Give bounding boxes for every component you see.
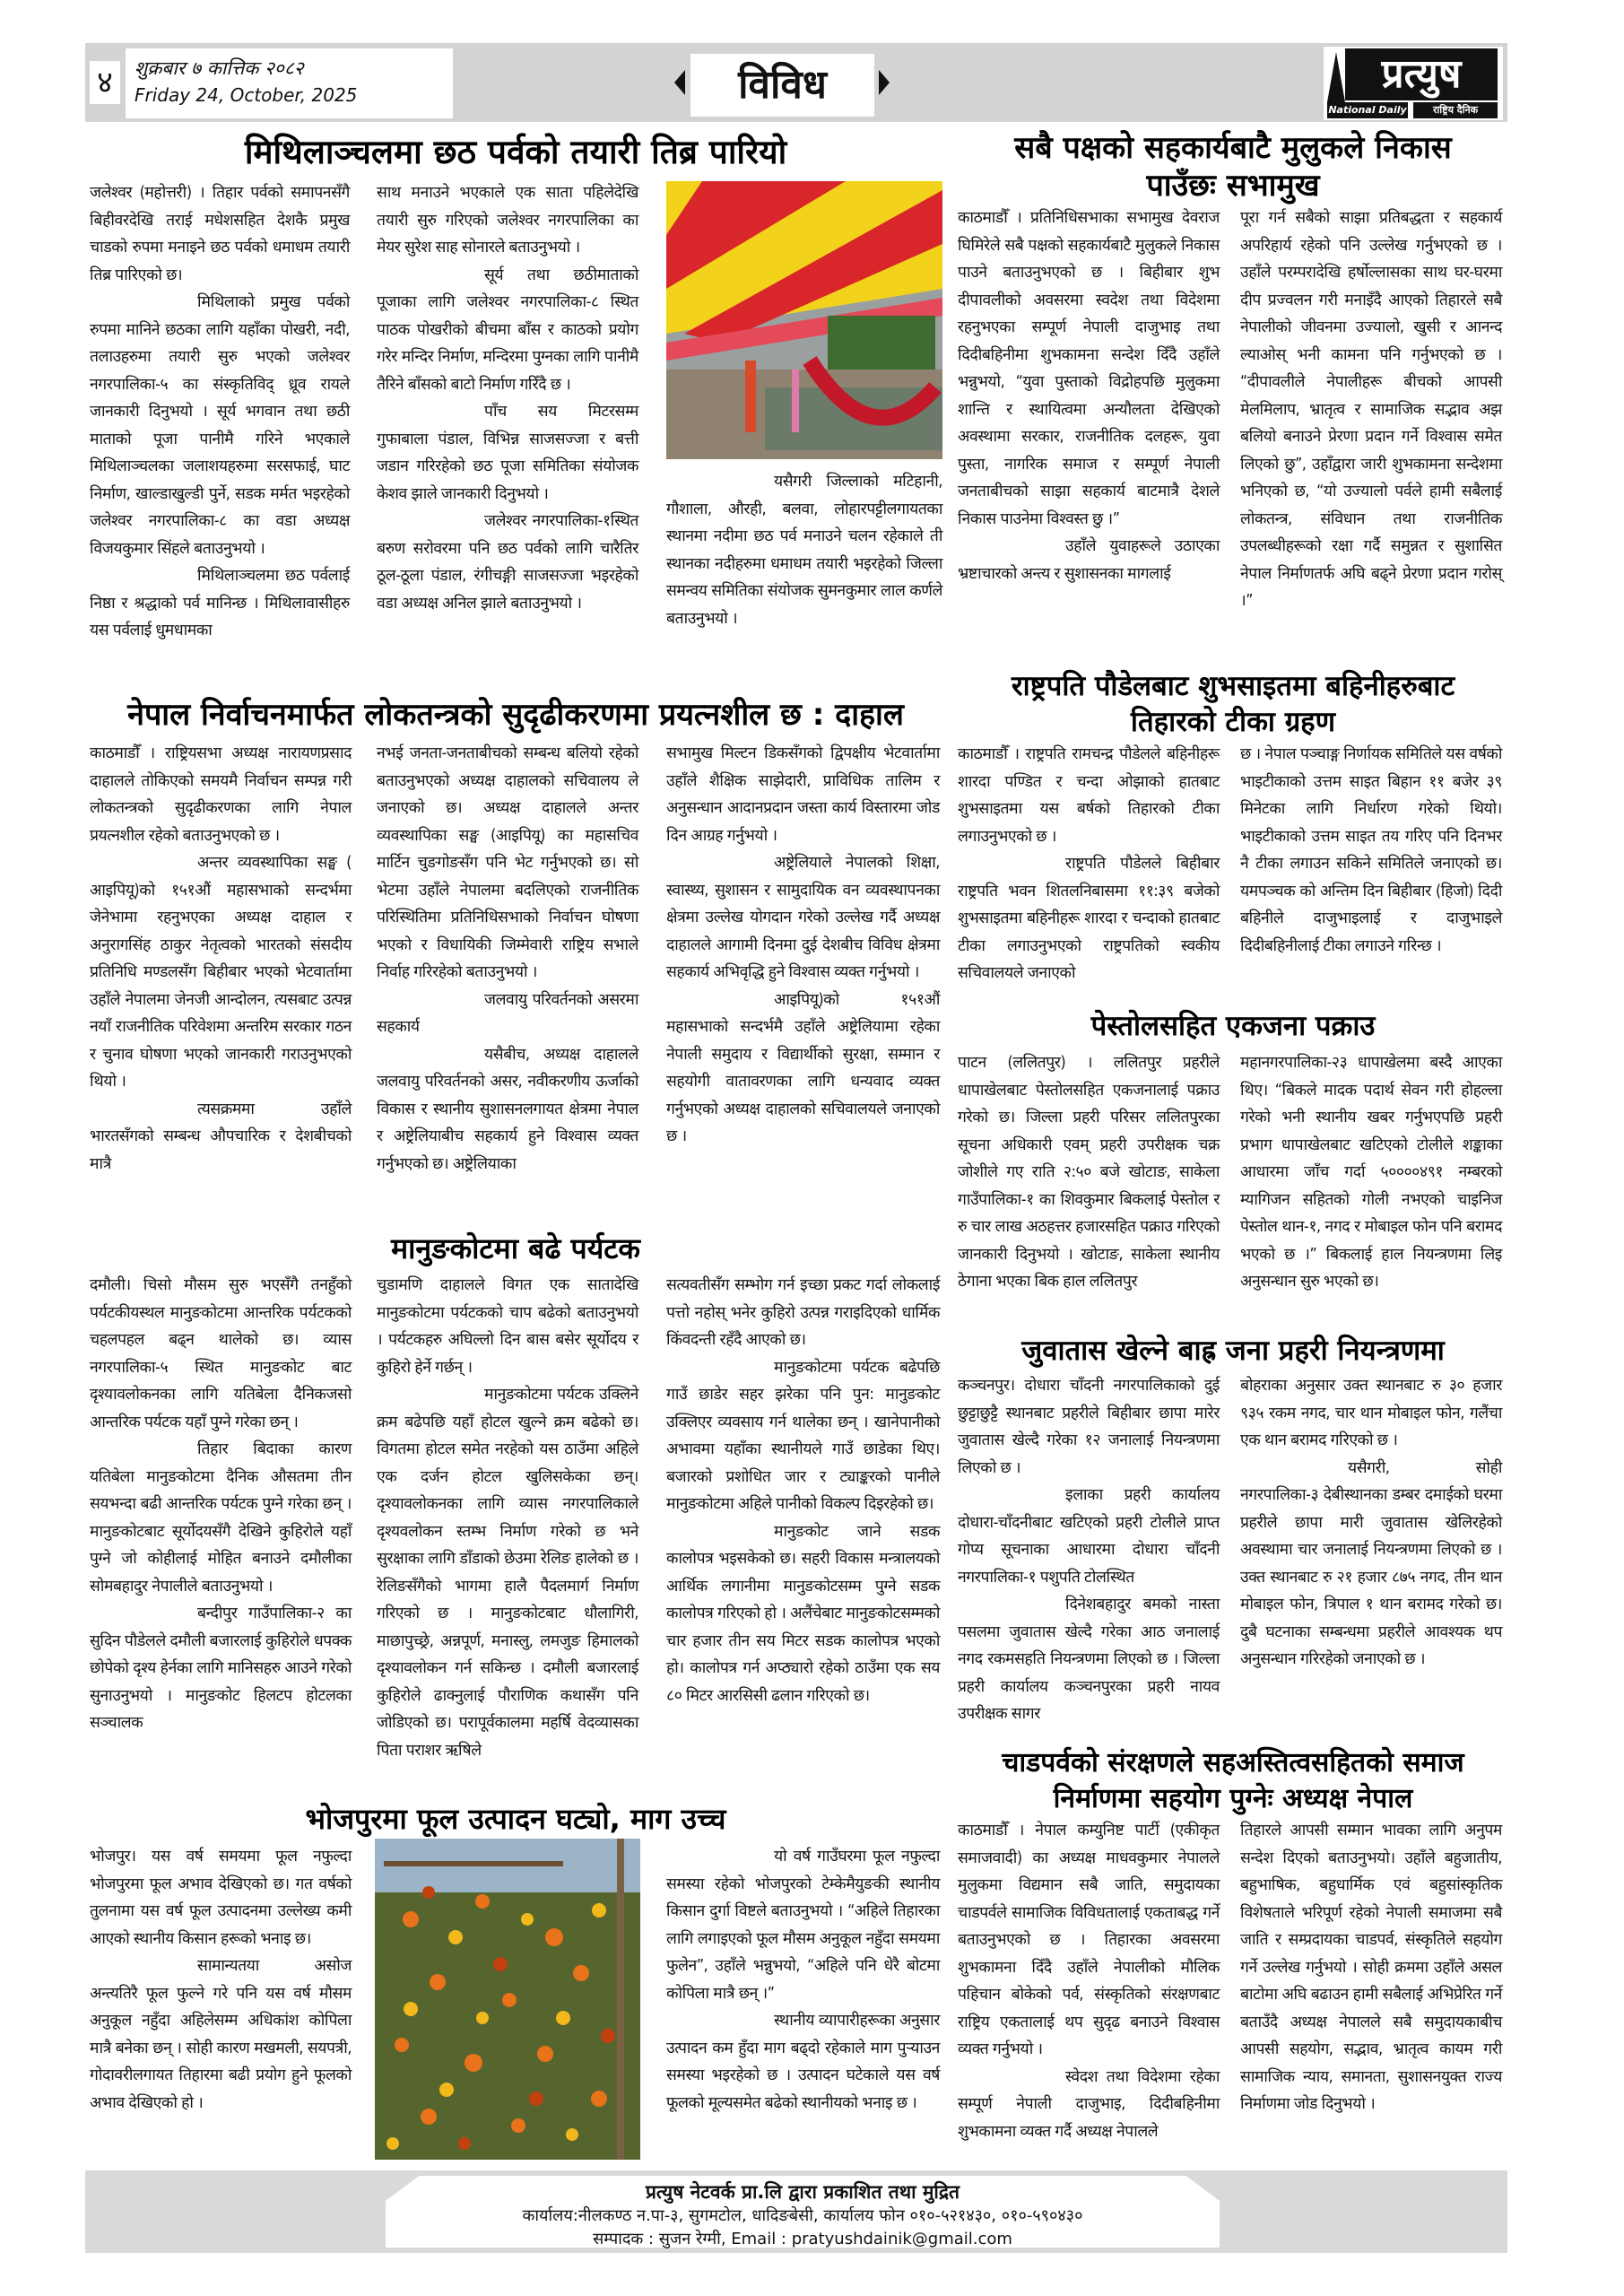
paragraph: सभामुख मिल्टन डिकसँगको द्विपक्षीय भेटवार्तामा उहाँले शैक्षिक साझेदारी, प्राविधिक तालिम र अनुसन्धान आदानप्रदान जस्ता कार्य विस्तारमा जोड दिन आग्रह गर्नुभयो । xyxy=(666,744,940,845)
date-english: Friday 24, October, 2025 xyxy=(135,84,358,106)
article-pistol-col1 xyxy=(958,1049,1220,1296)
paragraph: सामान्यतया असोज अन्त्यतिरै फूल फुल्ने गरे पनि यस वर्ष मौसम अनुकूल नहुँदा अहिलेसम्म अधिकांश कोपिला मात्रै बनेका छन् । सोही कारण मखमली, सयपत्री, गोदावरीलगायत तिहारमा बढी प्रयोग हुने फूलको अभाव देखिएको हो । xyxy=(90,1957,352,2112)
headline-mithila: मिथिलाञ्चलमा छठ पर्वको तयारी तिब्र पारियो xyxy=(244,133,787,171)
paragraph: मिथिलाञ्चलमा छठ पर्वलाई निष्ठा र श्रद्धाको पर्व मानिन्छ । मिथिलावासीहरु यस पर्वलाई धुमधामका xyxy=(90,567,350,639)
logo-tagline-en: National Daily xyxy=(1327,102,1408,118)
footer-publisher: प्रत्युष नेटवर्क प्रा.लि द्वारा प्रकाशित तथा मुद्रित xyxy=(645,2181,960,2203)
photo-marigold-flowers xyxy=(375,1839,640,2160)
article-mithila-col2 xyxy=(377,179,638,617)
headline-dahal: नेपाल निर्वाचनमार्फत लोकतन्त्रको सुदृढीकरणमा प्रयत्नशील छ : दाहाल xyxy=(127,697,904,733)
paragraph: राष्ट्रपति पौडेलले बिहीबार राष्ट्रपति भवन शितलनिबासमा ११:३९ बजेको शुभसाइतमा बहिनीहरू शारदा र चन्दाको हातबाट टीका लगाउनुभएको राष्ट्रपतिको स्वकीय सचिवालयले जनाएको xyxy=(958,855,1220,982)
article-tika-col1 xyxy=(958,741,1220,987)
article-dahal-col2 xyxy=(377,740,638,1178)
article-manungkot-col3 xyxy=(666,1272,940,1709)
photo-chhath-preparation xyxy=(666,181,942,459)
paragraph: स्वेदश तथा विदेशमा रहेका सम्पूर्ण नेपाली दाजुभाइ, दिदीबहिनीमा शुभकामना व्यक्त गर्दै अध्यक्ष नेपालले xyxy=(958,2067,1220,2141)
paragraph: यसैगरी, सोही नगरपालिका-३ देबीस्थानका डम्बर दमाईको घरमा प्रहरीले छापा मारी जुवातास खेलिरहेको अवस्थामा चार जनालाई नियन्त्रणमा लिएको छ । उक्त स्थानबाट रु २१ हजार ८७५ नगद, तीन थान मोबाइल फोन, त्रिपाल १ थान बरामद गरेको छ। दुबै घटनाका सम्बन्धमा प्रहरीले आवश्यक थप अनुसन्धान गरिरहेको जनाएको छ । xyxy=(1240,1458,1502,1668)
logo-tagline-np: राष्ट्रिय दैनिक xyxy=(1413,102,1498,118)
paragraph: बन्दीपुर गाउँपालिका-२ का सुदिन पौडेलले दमौली बजारलाई कुहिरोले धपक्क छोपेको दृश्य हेर्नका लागि मानिसहरु आउने गरेको सुनाउनुभयो । मानुङकोट हिलटप होटलका सञ्चालक xyxy=(90,1605,352,1732)
headline-juwa: जुवातास खेल्ने बाह्र जना प्रहरी नियन्त्रणमा xyxy=(1021,1335,1445,1367)
article-mithila-col3 xyxy=(666,468,942,632)
paragraph: साथ मनाउने भएकाले एक साता पहिलेदेखि तयारी सुरु गरिएको जलेश्वर नगरपालिका का मेयर सुरेश साह सोनारले बताउनुभयो । xyxy=(377,184,638,257)
paragraph: सत्यवतीसँग सम्भोग गर्न इच्छा प्रकट गर्दा लोकलाई पत्तो नहोस् भनेर कुहिरो उत्पन्न गराइदिएको धार्मिक किंवदन्ती रहँदै आएको छ। xyxy=(666,1276,940,1349)
paragraph: मिथिलाको प्रमुख पर्वको रुपमा मानिने छठका लागि यहाँका पोखरी, नदी, तलाउहरुमा तयारी सुरु भएको जलेश्वर नगरपालिका-५ का संस्कृतिविद् ध्रूव रायले जानकारी दिनुभयो । सूर्य भगवान तथा छठी माताको पूजा पानीमै गरिने भएकाले मिथिलाञ्चलका जलाशयहरुमा सरसफाई, घाट निर्माण, खाल्डाखुल्डी पुर्ने, सडक मर्मत भइरहेको जलेश्वर नगरपालिका-८ का वडा अध्यक्ष विजयकुमार सिंहले बताउनुभयो । xyxy=(90,293,350,558)
paragraph: नभई जनता-जनताबीचको सम्बन्ध बलियो रहेको बताउनुभएको अध्यक्ष दाहालको सचिवालय ले जनाएको छ। अध्यक्ष दाहालले अन्तर व्यवस्थापिका सङ्घ (आइपियू) का महासचिव मार्टिन चुङगोङसँग पनि भेट गर्नुभएको छ। सो भेटमा उहाँले नेपालमा बदलिएको राजनीतिक परिस्थितिमा प्रतिनिधिसभाको निर्वाचन घोषणा भएको र विधायिकी जिम्मेवारी राष्ट्रिय सभाले निर्वाह गरिरहेको बताउनुभयो । xyxy=(377,744,638,981)
article-chadparva-col1 xyxy=(958,1817,1220,2145)
paragraph: तिहार बिदाका कारण यतिबेला मानुङकोटमा दैनिक औसतमा तीन सयभन्दा बढी आन्तरिक पर्यटक पुग्ने गरेका छन् । मानुङकोटबाट सूर्योदयसँगै देखिने कुहिरोले यहाँ पुग्ने जो कोहीलाई मोहित बनाउने दमौलीका सोमबहादुर नेपालीले बताउनुभयो । xyxy=(90,1440,352,1596)
paragraph: यसैगरी जिल्लाको मटिहानी, गौशाला, औरही, बलवा, लोहारपट्टीलगायतका स्थानमा नदीमा छठ पर्व मनाउने चलन रहेकाले ती स्थानका नदीहरुमा धमाधम तयारी भइरहेको जिल्ला समन्वय समितिका संयोजक सुमनकुमार लाल कर्णले बताउनुभयो । xyxy=(666,473,942,628)
article-mithila-col1 xyxy=(90,179,350,645)
article-bhojpur-col2 xyxy=(666,1843,940,2117)
page-number: ४ xyxy=(90,61,120,104)
paragraph: अष्ट्रेलियाले नेपालको शिक्षा, स्वास्थ्य, सुशासन र सामुदायिक वन व्यवस्थापनका क्षेत्रमा उल्लेख योगदान गरेको उल्लेख गर्दै अध्यक्ष दाहालले आगामी दिनमा दुई देशबीच विविध क्षेत्रमा सहकार्य अभिवृद्धि हुने विश्वास व्यक्त गर्नुभयो । xyxy=(666,854,940,981)
paragraph: काठमाडौँ । राष्ट्रपति रामचन्द्र पौडेलले बहिनीहरू शारदा पण्डित र चन्दा ओझाको हातबाट शुभसाइतमा यस बर्षको तिहारको टीका लगाउनुभएको छ । xyxy=(958,745,1220,846)
article-bhojpur-col1 xyxy=(90,1843,352,2117)
paragraph: मानुङकोटमा पर्यटक उक्लिने क्रम बढेपछि यहाँ होटल खुल्ने क्रम बढेको छ। विगतमा होटल समेत नरहेको यस ठाउँमा अहिले एक दर्जन होटल खुलिसकेका छन्। दृश्यावलोकनका लागि व्यास नगरपालिकाले दृश्यवलोकन स्तम्भ निर्माण गरेको छ भने सुरक्षाका लागि डाँडाको छेउमा रेलिङ हालेको छ । रेलिङसँगैको भागमा हालै पैदलमार्ग निर्माण गरिएको छ । मानुङकोटबाट धौलागिरी, माछापुच्छ्रे, अन्नपूर्ण, मनास्लु, लमजुङ हिमालको दृश्यावलोकन गर्न सकिन्छ । दमौली बजारलाई कुहिरोले ढाक्नुलाई पौराणिक कथासँग पनि जोडिएको छ। परापूर्वकालमा महर्षि वेदव्यासका पिता पराशर ऋषिले xyxy=(377,1386,638,1760)
headline-line: तिहारको टीका ग्रहण xyxy=(1130,706,1336,738)
article-manungkot-col1 xyxy=(90,1272,352,1737)
paragraph: चुडामणि दाहालले विगत एक सातादेखि मानुङकोटमा पर्यटकको चाप बढेको बताउनुभयो । पर्यटकहरु अघिल्लो दिन बास बसेर सूर्योदय र कुहिरो हेर्ने गर्छन् । xyxy=(377,1276,638,1377)
arrow-right-icon xyxy=(879,70,890,95)
headline-bhojpur: भोजपुरमा फूल उत्पादन घट्यो, माग उच्च xyxy=(305,1802,726,1836)
paragraph: जलेश्वर (महोत्तरी) । तिहार पर्वको समापनसँगै बिहीवरदेखि तराई मधेशसहित देशकै प्रमुख चाडको रुपमा मनाइने छठ पर्वको धमाधम तयारी तिब्र पारिएको छ। xyxy=(90,184,350,284)
paragraph: पाँच सय मिटरसम्म गुफाबाला पंडाल, विभिन्न साजसज्जा र बत्ती जडान गरिरहेको छठ पूजा समितिका संयोजक केशव झाले जानकारी दिनुभयो । xyxy=(377,403,638,503)
paragraph: दिनेशबहादुर बमको नास्ता पसलमा जुवातास खेल्दै गरेका आठ जनालाई नगद रकमसहति नियन्त्रणमा लिएको छ । जिल्ला प्रहरी कार्यालय कञ्चनपुरका प्रहरी नायव उपरीक्षक सागर xyxy=(958,1596,1220,1723)
paragraph: कञ्चनपुर। दोधारा चाँदनी नगरपालिकाको दुई छुट्टाछुट्टै स्थानबाट प्रहरीले बिहीबार छापा मारेर जुवातास खेल्दै गरेका १२ जनालाई नियन्त्रणमा लिएको छ । xyxy=(958,1377,1220,1477)
paragraph: तिहारले आपसी सम्मान भावका लागि अनुपम सन्देश दिएको बताउनुभयो। उहाँले बहुजातीय, बहुभाषिक, बहुधार्मिक एवं बहुसांस्कृतिक विशेषताले भरिपूर्ण रहेको नेपाली समाजमा सबै जाति र सम्प्रदायका चाडपर्व, संस्कृतिले सहयोग गर्ने उल्लेख गर्नुभयो । सोही क्रममा उहाँले असल बाटोमा अघि बढाउन हामी सबैलाई अभिप्रेरित गर्ने बताउँदै अध्यक्ष नेपालले सबै समुदायकाबीच आपसी सहयोग, सद्भाव, भ्रातृत्व कायम गरी सामाजिक न्याय, समानता, सुशासनयुक्त राज्य निर्माणमा जोड दिनुभयो । xyxy=(1240,1822,1502,2113)
article-sabhamukh-col2 xyxy=(1240,204,1502,615)
paragraph: पाटन (ललितपुर) । ललितपुर प्रहरीले धापाखेलबाट पेस्तोलसहित एकजनालाई पक्राउ गरेको छ। जिल्ला प्रहरी परिसर ललितपुरका सूचना अधिकारी एवम् प्रहरी उपरीक्षक चक्र जोशीले गए राति २:५० बजे खोटाङ, साकेला गाउँपालिका-१ का शिवकुमार बिकलाई पेस्तोल र रु चार लाख अठहत्तर हजारसहित पक्राउ गरिएको जानकारी दिनुभयो । खोटाङ, साकेला स्थानीय ठेगाना भएका बिक हाल ललितपुर xyxy=(958,1054,1220,1291)
paragraph: दमौली। चिसो मौसम सुरु भएसँगै तनहुँको पर्यटकीयस्थल मानुङकोटमा आन्तरिक पर्यटकको चहलपहल बढ्न थालेको छ। व्यास नगरपालिका-५ स्थित मानुङकोट बाट दृश्यावलोकनका लागि यतिबेला दैनिकजसो आन्तरिक पर्यटक यहाँ पुग्ने गरेका छन् । xyxy=(90,1276,352,1431)
headline-sabhamukh xyxy=(960,129,1507,204)
article-dahal-col3 xyxy=(666,740,940,1151)
headline-line: चाडपर्वको संरक्षणले सहअस्तित्वसहितको समाज xyxy=(1002,1747,1464,1779)
footer-editor-email: सम्पादक : सुजन रेग्मी, Email : pratyushdainik@gmail.com xyxy=(593,2230,1012,2248)
article-tika-col2 xyxy=(1240,741,1502,960)
headline-line: राष्ट्रपति पौडेलबाट शुभसाइतमा बहिनीहरुबाट xyxy=(1011,670,1455,702)
headline-pistol: पेस्तोलसहित एकजना पक्राउ xyxy=(1090,1010,1376,1042)
paragraph: काठमाडौँ । प्रतिनिधिसभाका सभामुख देवराज घिमिरेले सबै पक्षको सहकार्यबाटै मुलुकले निकास पाउने बताउनुभएको छ । बिहीबार शुभ दीपावलीको अवसरमा स्वदेश तथा विदेशमा रहनुभएका सम्पूर्ण नेपाली दाजुभाइ तथा दिदीबहिनीमा शुभकामना सन्देश दिँदै उहाँले भन्नुभयो, “युवा पुस्ताको विद्रोहपछि मुलुकमा शान्ति र स्थायित्वमा अन्यौलता देखिएको अवस्थामा सरकार, राजनीतिक दलहरू, युवा पुस्ता, नागरिक समाज र सम्पूर्ण नेपाली जनताबीचको साझा सहकार्य बाटमात्रै देशले निकास पाउनेमा विश्वस्त छु ।” xyxy=(958,209,1220,528)
headline-manungkot: मानुङकोटमा बढे पर्यटक xyxy=(391,1231,640,1265)
paragraph: भोजपुर। यस वर्ष समयमा फूल नफुल्दा भोजपुरमा फूल अभाव देखिएको छ। गत वर्षको तुलनामा यस वर्ष फूल उत्पादनमा उल्लेख्य कमी आएको स्थानीय किसान हरूको भनाइ छ। xyxy=(90,1848,352,1948)
paragraph: मानुङकोटमा पर्यटक बढेपछि गाउँ छाडेर सहर झरेका पनि पुन: मानुङकोट उक्लिएर व्यवसाय गर्न थालेका छन् । खानेपानीको अभावमा यहाँका स्थानीयले गाउँ छाडेका थिए। बजारको प्रशोधित जार र ट्याङ्करको पानीले मानुङकोटमा अहिले पानीको विकल्प दिइरहेको छ। xyxy=(666,1358,940,1513)
quill-icon xyxy=(1327,52,1345,102)
article-pistol-col2 xyxy=(1240,1049,1502,1296)
paragraph: उहाँले युवाहरूले उठाएका भ्रष्टाचारको अन्त्य र सुशासनका मागलाई xyxy=(958,537,1220,583)
paragraph: काठमाडौँ । नेपाल कम्युनिष्ट पार्टी (एकीकृत समाजवादी) का अध्यक्ष माधवकुमार नेपालले मुलुकमा विद्यमान सबै जाति, समुदायका चाडपर्वले सामाजिक विविधतालाई एकताबद्ध गर्ने बताउनुभएको छ । तिहारका अवसरमा शुभकामना दिँदै उहाँले नेपालीको मौलिक पहिचान बोकेको पर्व, संस्कृतिको संरक्षणबाट राष्ट्रिय एकतालाई थप सुदृढ बनाउने विश्वास व्यक्त गर्नुभयो । xyxy=(958,1822,1220,2058)
headline-line: पाउँछः सभामुख xyxy=(1146,168,1320,204)
arrow-left-icon xyxy=(674,70,685,95)
paragraph: आइपियू)को १५१औं महासभाको सन्दर्भमै उहाँले अष्ट्रेलियामा रहेका नेपाली समुदाय र विद्यार्थीको सुरक्षा, सम्मान र सहयोगी वातावरणका लागि धन्यवाद व्यक्त गर्नुभएको अध्यक्ष दाहालको सचिवालयले जनाएको छ । xyxy=(666,990,940,1145)
section-title: विविध xyxy=(690,54,874,117)
article-chadparva-col2 xyxy=(1240,1817,1502,2118)
headline-chadparva xyxy=(960,1745,1507,1817)
headline-line: सबै पक्षको सहकार्यबाटै मुलुकले निकास xyxy=(1014,130,1452,166)
paragraph: बोहराका अनुसार उक्त स्थानबाट रु ३० हजार ९३५ रकम नगद, चार थान मोबाइल फोन, गलैंचा एक थान बरामद गरिएको छ । xyxy=(1240,1377,1502,1449)
date-nepali: शुक्रबार ७ कात्तिक २०८२ xyxy=(135,57,304,79)
paragraph: स्थानीय व्यापारीहरूका अनुसार उत्पादन कम हुँदा माग बढ्दो रहेकाले माग पुर्‍याउन समस्या भइरहेको छ । उत्पादन घटेकाले यस वर्ष फूलको मूल्यसमेत बढेको स्थानीयको भनाइ छ । xyxy=(666,2012,940,2112)
paragraph: छ । नेपाल पञ्चाङ्ग निर्णायक समितिले यस वर्षको भाइटीकाको उत्तम साइत बिहान ११ बजेर ३९ मिनेटका लागि निर्धारण गरेको थियो। भाइटीकाको उत्तम साइत तय गरिए पनि दिनभर नै टीका लगाउन सकिने समितिले जनाएको छ। यमपञ्चक को अन्तिम दिन बिहीबार (हिजो) दिदी बहिनीले दाजुभाइलाई र दाजुभाइले दिदीबहिनीलाई टीका लगाउने गरिन्छ । xyxy=(1240,745,1502,955)
paragraph: अन्तर व्यवस्थापिका सङ्घ ( आइपियू)को १५१औं महासभाको सन्दर्भमा जेनेभामा रहनुभएका अध्यक्ष दाहाल र अनुरागसिंह ठाकुर नेतृत्वको भारतको संसदीय प्रतिनिधि मण्डलसँग बिहीबार भएको भेटवार्तामा उहाँले नेपालमा जेनजी आन्दोलन, त्यसबाट उत्पन्न नयाँ राजनीतिक परिवेशमा अन्तरिम सरकार गठन र चुनाव घोषणा भएको जानकारी गराउनुभएको थियो । xyxy=(90,854,352,1091)
article-dahal-col1 xyxy=(90,740,352,1178)
article-sabhamukh-col1 xyxy=(958,204,1220,587)
paragraph: पूरा गर्न सबैको साझा प्रतिबद्धता र सहकार्य अपरिहार्य रहेको पनि उल्लेख गर्नुभएको छ । उहाँले परम्परादेखि हर्षोल्लासका साथ घर-घरमा दीप प्रज्वलन गरी मनाइँदै आएको तिहारले सबै नेपालीको जीवनमा उज्यालो, खुसी र आनन्द ल्याओस् भनी कामना पनि गर्नुभएको छ । “दीपावलीले नेपालीहरू बीचको आपसी मेलमिलाप, भ्रातृत्व र सामाजिक सद्भाव अझ बलियो बनाउने प्रेरणा प्रदान गर्ने विश्वास समेत लिएको छु”, उहाँद्वारा जारी शुभकामना सन्देशमा भनिएको छ, “यो उज्यालो पर्वले हामी सबैलाई लोकतन्त्र, संविधान तथा राजनीतिक उपलब्धीहरूको रक्षा गर्दै समुन्नत र सुशासित नेपाल निर्माणतर्फ अघि बढ्ने प्रेरणा प्रदान गरोस् ।” xyxy=(1240,209,1502,610)
article-juwa-col2 xyxy=(1240,1372,1502,1674)
paragraph: इलाका प्रहरी कार्यालय दोधारा-चाँदनीबाट खटिएको प्रहरी टोलीले प्राप्त गोप्य सूचनाका आधारमा दोधारा चाँदनी नगरपालिका-१ पशुपति टोलस्थित xyxy=(958,1486,1220,1587)
paragraph: महानगरपालिका-२३ धापाखेलमा बस्दै आएका थिए। “बिकले मादक पदार्थ सेवन गरी होहल्ला गरेको भनी स्थानीय खबर गर्नुभएपछि प्रहरी प्रभाग धापाखेलबाट खटिएको टोलीले शङ्काका आधारमा जाँच गर्दा ५००००४९१ नम्बरको म्यागिजन सहितको गोली नभएको चाइनिज पेस्तोल थान-१, नगद र मोबाइल फोन पनि बरामद भएको छ ।” बिकलाई हाल नियन्त्रणमा लिइ अनुसन्धान सुरु भएको छ। xyxy=(1240,1054,1502,1291)
headline-line: निर्माणमा सहयोग पुग्नेः अध्यक्ष नेपाल xyxy=(1053,1783,1413,1814)
subheading: जलवायु परिवर्तनको असरमा सहकार्य xyxy=(377,990,638,1036)
paragraph: काठमाडौँ । राष्ट्रियसभा अध्यक्ष नारायणप्रसाद दाहालले तोकिएको समयमै निर्वाचन सम्पन्न गरी लोकतन्त्रको सुदृढीकरणका लागि नेपाल प्रयत्नशील रहेको बताउनुभएको छ । xyxy=(90,744,352,845)
paragraph: मानुङकोट जाने सडक कालोपत्र भइसकेको छ। सहरी विकास मन्त्रालयको आर्थिक लगानीमा मानुङकोटसम्म पुग्ने सडक कालोपत्र गरिएको हो । अलैंचेबाट मानुङकोटसम्मको चार हजार तीन सय मिटर सडक कालोपत्र भएको हो। कालोपत्र गर्न अप्ठ्यारो रहेको ठाउँमा एक सय ८० मिटर आरसिसी ढलान गरिएको छ। xyxy=(666,1522,940,1705)
article-juwa-col1 xyxy=(958,1372,1220,1728)
headline-tika xyxy=(960,668,1507,740)
paragraph: यो वर्ष गाउँघरमा फूल नफुल्दा समस्या रहेको भोजपुरको टेम्केमैयुङकी स्थानीय किसान दुर्गा विष्टले बताउनुभयो । “अहिले तिहारका लागि लगाइएको फूल मौसम अनुकूल नहुँदा समयमा फुलेन”, उहाँले भन्नुभयो, “अहिले पनि धेरै बोटमा कोपिला मात्रै छन् ।” xyxy=(666,1848,940,2003)
footer-office: कार्यालय:नीलकण्ठ न.पा-३, सुगमटोल, धादिङबेसी, कार्यालय फोन ०१०-५२१४३०, ०१०-५९०४३० xyxy=(522,2206,1083,2225)
article-manungkot-col2 xyxy=(377,1272,638,1764)
paragraph: जलेश्वर नगरपालिका-१स्थित बरुण सरोवरमा पनि छठ पर्वको लागि चारैतिर ठूल-ठूला पंडाल, रंगीचङ्गी साजसज्जा भइरहेको वडा अध्यक्ष अनिल झाले बताउनुभयो । xyxy=(377,512,638,613)
paragraph: सूर्य तथा छठीमाताको पूजाका लागि जलेश्वर नगरपालिका-८ स्थित पाठक पोखरीको बीचमा बाँस र काठको प्रयोग गरेर मन्दिर निर्माण, मन्दिरमा पुग्नका लागि पानीमै तैरिने बाँसको बाटो निर्माण गरिँदै छ । xyxy=(377,265,638,394)
logo-wordmark: प्रत्युष xyxy=(1345,48,1498,100)
paragraph: यसैबीच, अध्यक्ष दाहालले जलवायु परिवर्तनको असर, नवीकरणीय ऊर्जाको विकास र स्थानीय सुशासनलगायत क्षेत्रमा नेपाल र अष्ट्रेलियाबीच सहकार्य हुने विश्वास व्यक्त गर्नुभएको छ। अष्ट्रेलियाका xyxy=(377,1045,638,1173)
paragraph: त्यसक्रममा उहाँले भारतसँगको सम्बन्ध औपचारिक र देशबीचको मात्रै xyxy=(90,1100,352,1173)
